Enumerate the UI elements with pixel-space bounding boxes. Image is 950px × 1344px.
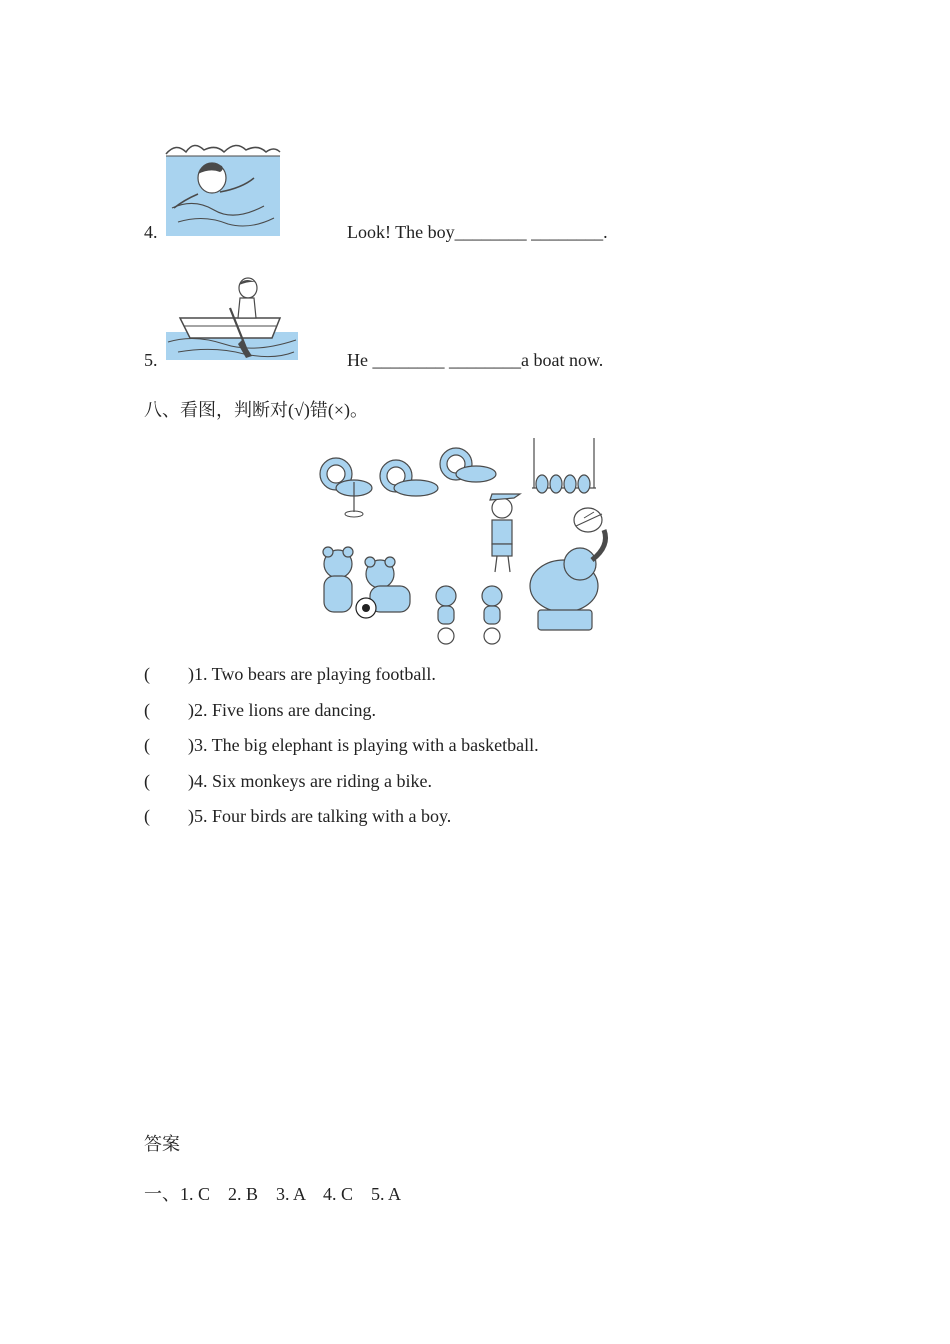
lion-group <box>320 448 496 496</box>
question-text-4: )4. Six monkeys are riding a bike. <box>188 771 432 791</box>
swimming-boy-illustration <box>164 138 282 238</box>
section-8-heading: 八、看图，判断对(√)错(×)。 <box>144 400 369 420</box>
answers-line-1: 一、1. C 2. B 3. A 4. C 5. A <box>144 1184 402 1204</box>
boy-figure <box>490 494 520 572</box>
circus-scene-illustration <box>314 436 630 648</box>
bird-swing <box>532 438 596 493</box>
question-text-2: )2. Five lions are dancing. <box>188 700 376 720</box>
answer-paren-5[interactable]: ( <box>144 806 150 826</box>
elephant-figure <box>530 508 606 630</box>
answer-paren-1[interactable]: ( <box>144 664 150 684</box>
rowing-boy-illustration <box>164 276 300 362</box>
answer-paren-4[interactable]: ( <box>144 771 150 791</box>
exercise-4-number: 4. <box>144 222 158 242</box>
question-text-5: )5. Four birds are talking with a boy. <box>188 806 452 826</box>
football <box>356 598 376 618</box>
question-text-3: )3. The big elephant is playing with a basketball. <box>188 735 539 755</box>
exercise-5-sentence: He ________ ________a boat now. <box>347 350 604 370</box>
exercise-4-sentence: Look! The boy________ ________. <box>347 222 608 242</box>
exercise-5-number: 5. <box>144 350 158 370</box>
answer-paren-3[interactable]: ( <box>144 735 150 755</box>
monkey-pair <box>436 586 502 644</box>
question-text-1: )1. Two bears are playing football. <box>188 664 436 684</box>
answer-paren-2[interactable]: ( <box>144 700 150 720</box>
answers-heading: 答案 <box>144 1134 180 1154</box>
